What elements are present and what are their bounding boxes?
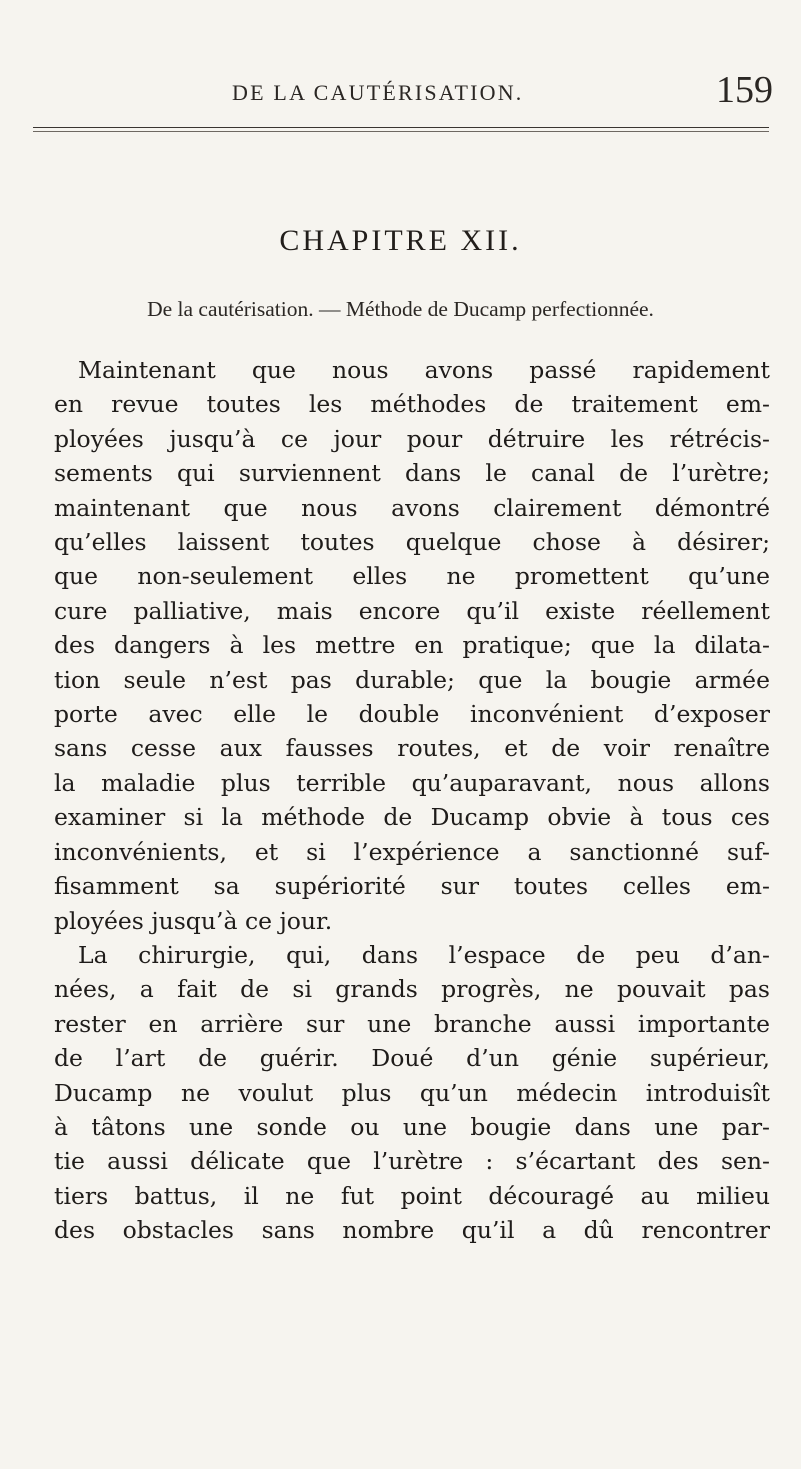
text-line: des obstacles sans nombre qu’il a dû rencontrer: [54, 1216, 770, 1245]
running-head: [0, 69, 801, 116]
text-line: La chirurgie, qui, dans l’espace de peu d’an-: [78, 940, 770, 969]
chapter-subtitle: De la cautérisation. — Méthode de Ducamp perfectionnée.: [147, 297, 654, 321]
text-line: en revue toutes les méthodes de traitement em-: [54, 390, 770, 419]
text-line: la maladie plus terrible qu’auparavant, nous allons: [54, 768, 770, 797]
text-line: maintenant que nous avons clairement démontré: [54, 493, 770, 522]
running-title: DE LA CAUTÉRISATION.: [232, 80, 524, 105]
text-line: tie aussi délicate que l’urètre : s’écartant des sen-: [54, 1147, 770, 1176]
page-number: 159: [716, 69, 773, 111]
text-line: ployées jusqu’à ce jour pour détruire les rétrécis-: [54, 424, 770, 453]
text-line: inconvénients, et si l’expérience a sanctionné suf-: [54, 837, 770, 866]
text-line: ployées jusqu’à ce jour.: [54, 906, 333, 935]
text-line: examiner si la méthode de Ducamp obvie à tous ces: [54, 803, 770, 832]
body-text: [54, 353, 770, 1248]
text-line: fisamment sa supériorité sur toutes celles em-: [54, 872, 770, 901]
text-line: nées, a fait de si grands progrès, ne pouvait pas: [54, 975, 770, 1004]
chapter-title: CHAPITRE XII.: [279, 224, 522, 257]
text-line: qu’elles laissent toutes quelque chose à désirer;: [54, 528, 770, 557]
text-line: Ducamp ne voulut plus qu’un médecin introduisît: [54, 1078, 770, 1107]
text-line: de l’art de guérir. Doué d’un génie supérieur,: [54, 1044, 770, 1073]
text-line: tion seule n’est pas durable; que la bougie armée: [54, 665, 770, 694]
text-line: des dangers à les mettre en pratique; que la dilata-: [54, 631, 770, 660]
text-line: cure palliative, mais encore qu’il existe réellement: [54, 596, 770, 625]
text-line: rester en arrière sur une branche aussi importante: [54, 1009, 770, 1038]
text-line: à tâtons une sonde ou une bougie dans une par-: [54, 1112, 770, 1141]
header-rule: [33, 127, 769, 132]
text-line: sans cesse aux fausses routes, et de voir renaître: [54, 734, 770, 763]
text-line: porte avec elle le double inconvénient d’exposer: [54, 700, 770, 729]
text-line: tiers battus, il ne fut point découragé au milieu: [54, 1181, 770, 1210]
text-line: sements qui surviennent dans le canal de l’urètre;: [54, 459, 770, 488]
text-line: Maintenant que nous avons passé rapidement: [78, 356, 770, 384]
text-line: que non-seulement elles ne promettent qu’une: [54, 562, 770, 591]
